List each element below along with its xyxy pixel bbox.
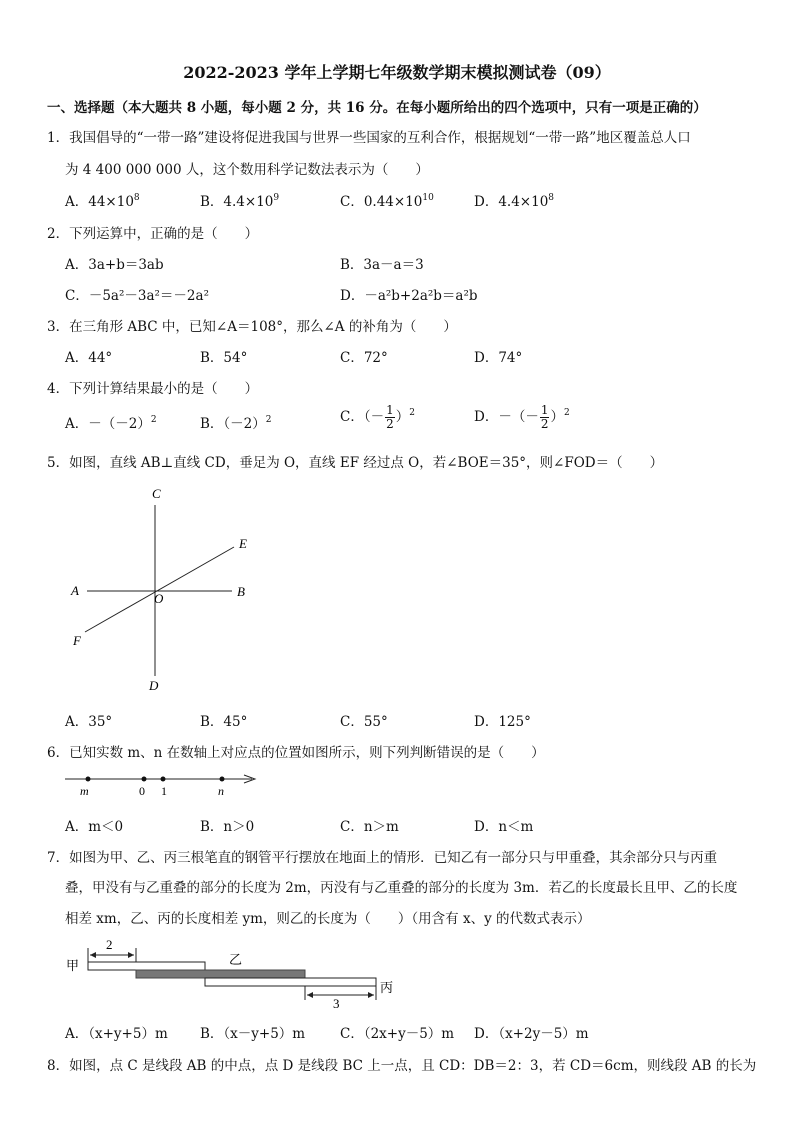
label-zero: 0 <box>139 784 145 798</box>
exponent: 9 <box>273 193 280 203</box>
label-one: 1 <box>161 784 167 798</box>
q6-option-a[interactable]: A．m＜0 <box>65 819 124 835</box>
q3-stem: 3．在三角形 ABC 中，已知∠A＝108°，那么∠A 的补角为（ ） <box>47 319 457 335</box>
q7-option-a[interactable]: A．（x+y+5）m <box>65 1026 168 1042</box>
q2-option-c[interactable]: C．－5a²－3a²＝－2a² <box>65 288 209 304</box>
q7-pipe-figure <box>66 937 393 1011</box>
option-text: A．44×10 <box>65 194 134 210</box>
q7-stem: 7．如图为甲、乙、丙三根笔直的钢管平行摆放在地面上的情形．已知乙有一部分只与甲重叠，其余部分只与丙重 <box>47 850 718 866</box>
exponent: 2 <box>409 408 415 418</box>
option-text: A．－（－2） <box>65 416 151 432</box>
label-d: D <box>149 678 159 693</box>
label-o: O <box>154 591 164 606</box>
label-3: 3 <box>333 996 340 1011</box>
q3-option-b[interactable]: B．54° <box>200 350 248 366</box>
exponent: 8 <box>548 193 555 203</box>
q4-stem: 4．下列计算结果最小的是（ ） <box>47 381 259 397</box>
q1-stem: 1．我国倡导的“一带一路”建设将促进我国与世界一些国家的互利合作，根据规划“一带一路”地区覆盖总人口 <box>47 130 691 146</box>
label-n: n <box>218 784 224 798</box>
q7-stem-2: 叠，甲没有与乙重叠的部分的长度为 2m，丙没有与乙重叠的部分的长度为 3m．若乙的长度最长且甲、乙的长度 <box>65 880 738 896</box>
label-m: m <box>80 784 89 798</box>
q6-option-d[interactable]: D．n＜m <box>474 819 534 835</box>
q5-option-b[interactable]: B．45° <box>200 714 248 730</box>
q6-stem: 6．已知实数 m、n 在数轴上对应点的位置如图所示，则下列判断错误的是（ ） <box>47 745 545 761</box>
q5-figure <box>70 486 247 693</box>
q3-option-d[interactable]: D．74° <box>474 350 523 366</box>
pipe-yi <box>136 970 305 978</box>
q3-option-a[interactable]: A．44° <box>65 350 113 366</box>
numerator: 1 <box>540 403 549 417</box>
q2-option-d[interactable]: D．－a²b+2a²b＝a²b <box>340 288 478 304</box>
q5-option-d[interactable]: D．125° <box>474 714 531 730</box>
denominator: 2 <box>540 417 549 431</box>
label-e: E <box>239 536 247 551</box>
label-a: A <box>71 583 79 598</box>
q5-option-a[interactable]: A．35° <box>65 714 113 730</box>
label-jia: 甲 <box>66 958 80 973</box>
option-text: C．0.44×10 <box>340 194 423 210</box>
q1-stem-2: 为 4 400 000 000 人，这个数用科学记数法表示为（ ） <box>65 162 429 178</box>
q6-number-line <box>65 775 255 798</box>
section-heading: 一、选择题（本大题共 8 小题，每小题 2 分，共 16 分。在每小题所给出的四个选项中，只有一项是正确的） <box>47 100 707 116</box>
q5-stem: 5．如图，直线 AB⊥直线 CD，垂足为 O，直线 EF 经过点 O，若∠BOE＝35°，则∠FOD＝（ ） <box>47 455 664 471</box>
option-text: D．－（－ <box>474 409 539 425</box>
pipe-bing <box>205 978 376 986</box>
label-bing: 丙 <box>380 980 394 995</box>
option-text: D．4.4×10 <box>474 194 549 210</box>
label-b: B <box>237 584 245 599</box>
q7-option-c[interactable]: C．（2x+y－5）m <box>340 1026 455 1042</box>
q6-option-b[interactable]: B．n＞0 <box>200 819 255 835</box>
exponent: 2 <box>563 408 570 418</box>
q2-option-b[interactable]: B．3a－a＝3 <box>340 257 424 273</box>
q7-stem-3: 相差 xm，乙、丙的长度相差 ym，则乙的长度为（ ）（用含有 x、y 的代数式表示） <box>65 911 591 927</box>
line-ef <box>85 547 234 632</box>
page-title: 2022-2023 学年上学期七年级数学期末模拟测试卷（09） <box>183 63 611 82</box>
exponent: 8 <box>133 193 140 203</box>
pipe-jia <box>88 962 205 970</box>
label-2: 2 <box>106 937 113 952</box>
option-text: ） <box>395 409 410 425</box>
q2-stem: 2．下列运算中，正确的是（ ） <box>47 226 259 242</box>
q8-stem: 8．如图，点 C 是线段 AB 的中点，点 D 是线段 BC 上一点，且 CD：DB＝2：3，若 CD＝6cm，则线段 AB 的长为 <box>47 1058 757 1074</box>
q2-option-a[interactable]: A．3a+b＝3ab <box>65 257 164 273</box>
exponent: 2 <box>265 415 272 425</box>
label-f: F <box>73 633 81 648</box>
point-n <box>220 777 225 782</box>
label-c: C <box>152 486 161 501</box>
point-m <box>86 777 91 782</box>
numerator: 1 <box>386 403 394 417</box>
q3-option-c[interactable]: C．72° <box>340 350 388 366</box>
label-yi: 乙 <box>229 952 243 967</box>
q6-option-c[interactable]: C．n＞m <box>340 819 399 835</box>
denominator: 2 <box>386 417 394 431</box>
q7-option-b[interactable]: B．（x－y+5）m <box>200 1026 306 1042</box>
option-text: B．4.4×10 <box>200 194 274 210</box>
point-zero <box>142 777 147 782</box>
q7-option-d[interactable]: D．（x+2y－5）m <box>474 1026 589 1042</box>
option-text: C．（－ <box>340 409 385 425</box>
exponent: 10 <box>422 193 434 203</box>
option-text: B．（－2） <box>200 416 266 432</box>
q5-option-c[interactable]: C．55° <box>340 714 388 730</box>
point-one <box>161 777 166 782</box>
exponent: 2 <box>150 415 157 425</box>
option-text: ） <box>550 409 564 425</box>
